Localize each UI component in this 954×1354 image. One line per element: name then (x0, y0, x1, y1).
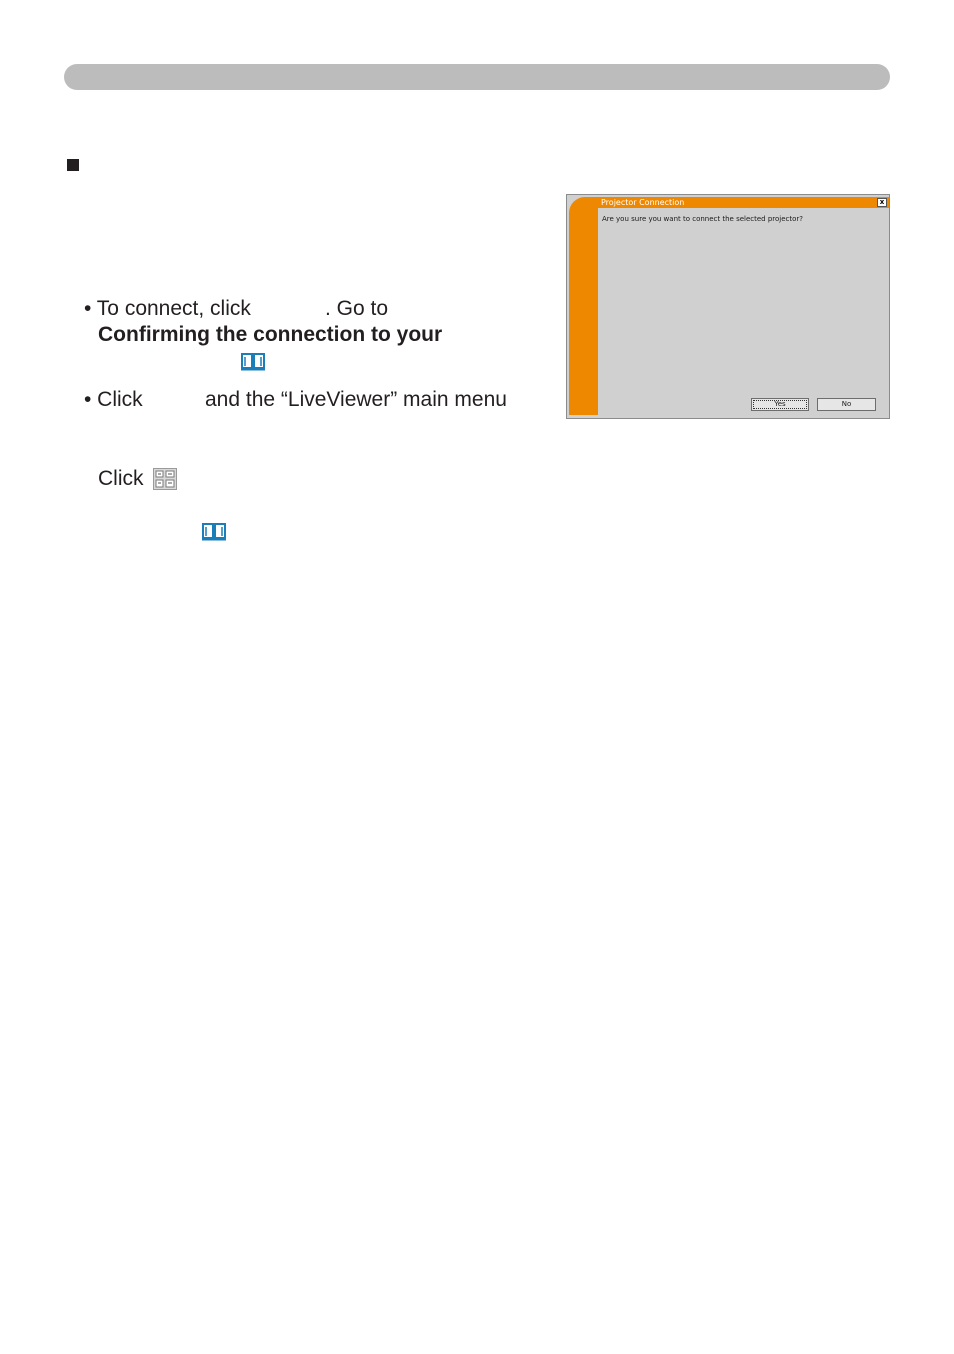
bullet-1-reference-title: Confirming the connection to your (98, 323, 443, 346)
projector-connection-dialog (566, 194, 890, 419)
step-text: Click (98, 467, 144, 490)
close-icon[interactable]: x (877, 198, 887, 207)
section-marker-icon (67, 159, 79, 171)
bullet-1-text-end: . Go to (325, 297, 389, 320)
bullet-2-text-start: • Click (84, 388, 143, 411)
dialog-title: Projector Connection (601, 198, 685, 207)
yes-button[interactable]: Yes (751, 398, 809, 411)
bullet-2-text-end: and the “LiveViewer” main menu (205, 388, 507, 411)
dialog-side-panel (569, 197, 598, 415)
no-button[interactable]: No (817, 398, 876, 411)
book-icon[interactable] (201, 521, 227, 541)
bullet-1-text-start: • To connect, click (84, 297, 251, 320)
dialog-titlebar (598, 197, 889, 208)
book-icon[interactable] (240, 351, 266, 371)
settings-icon[interactable] (153, 468, 177, 490)
dialog-message: Are you sure you want to connect the selected projector? (602, 215, 804, 223)
header-bar (64, 64, 890, 90)
